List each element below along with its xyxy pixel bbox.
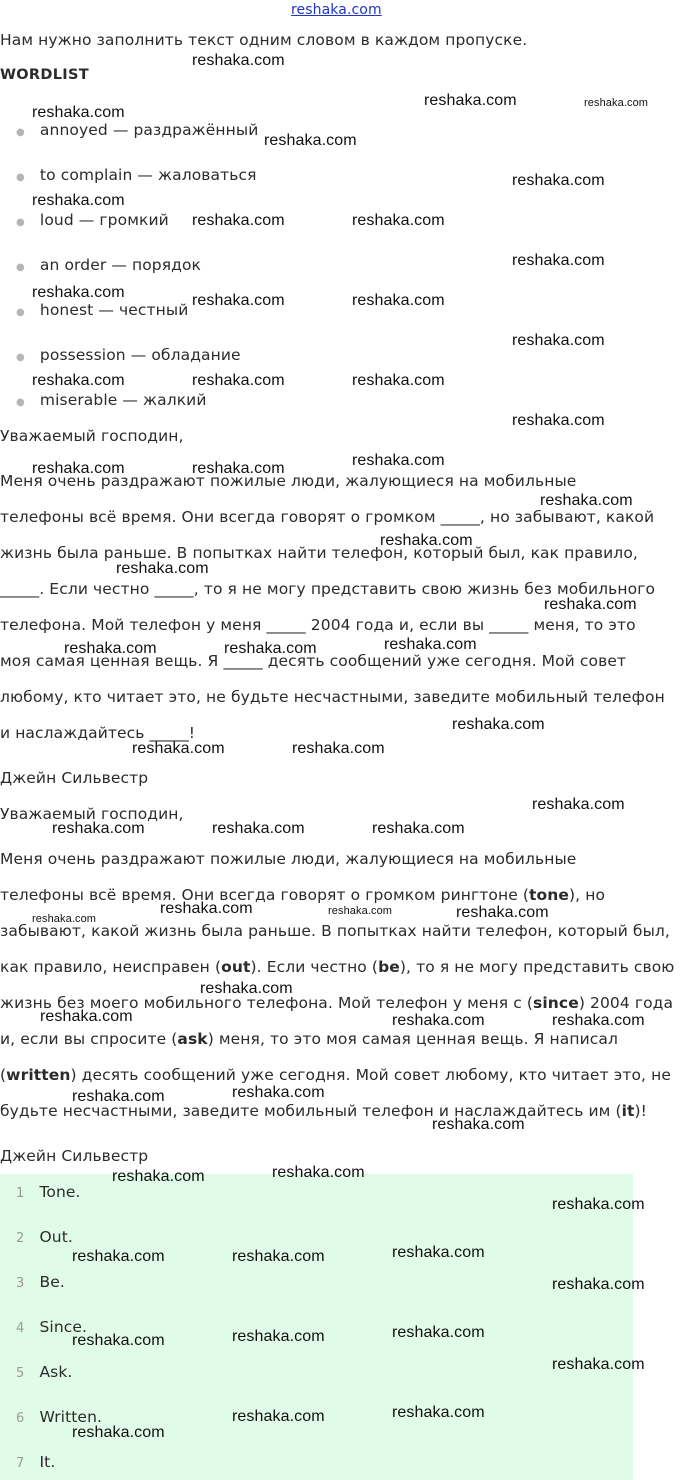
bullet-icon: ● [16, 352, 25, 363]
watermark: reshaka.com [40, 1008, 133, 1025]
watermark: reshaka.com [372, 820, 465, 837]
watermark: reshaka.com [392, 1324, 485, 1341]
answer-item [16, 1183, 81, 1201]
answer-item [16, 1228, 73, 1246]
bullet-icon: ● [16, 127, 25, 138]
watermark: reshaka.com [452, 716, 545, 733]
watermark: reshaka.com [192, 372, 285, 389]
letter-line: телефона. Мой телефон у меня _____ 2004 года и, если вы _____ меня, то это [0, 616, 636, 634]
answer-text: Ask. [39, 1363, 73, 1381]
watermark: reshaka.com [584, 97, 649, 109]
answer-number: 5 [16, 1366, 25, 1381]
answer-number: 4 [16, 1321, 25, 1336]
answer-word: written [6, 1066, 71, 1084]
watermark: reshaka.com [200, 980, 293, 997]
watermark: reshaka.com [380, 532, 473, 549]
list-item [16, 301, 188, 319]
bullet-icon: ● [16, 217, 25, 228]
letter-line: забывают, какой жизнь была раньше. В попытках найти телефон, который был, [0, 922, 670, 940]
watermark: reshaka.com [352, 372, 445, 389]
answer-word: it [621, 1102, 635, 1120]
answer-word: be [378, 958, 400, 976]
answer-number: 6 [16, 1411, 25, 1426]
letter-line: телефоны всё время. Они всегда говорят о громком _____, но забывают, какой [0, 508, 655, 526]
list-item-label: an order — порядок [39, 256, 201, 274]
watermark: reshaka.com [552, 1196, 645, 1213]
watermark: reshaka.com [232, 1084, 325, 1101]
bullet-icon: ● [16, 307, 25, 318]
letter-line: Меня очень раздражают пожилые люди, жалующиеся на мобильные [0, 850, 577, 868]
list-item [16, 166, 257, 184]
watermark: reshaka.com [32, 372, 125, 389]
list-item [16, 391, 207, 409]
watermark: reshaka.com [544, 596, 637, 613]
bullet-icon: ● [16, 397, 25, 408]
letter-line: телефоны всё время. Они всегда говорят о громком рингтоне (tone), но [0, 886, 606, 904]
answer-word: out [221, 958, 251, 976]
answer-number: 1 [16, 1186, 25, 1201]
letter-greeting: Уважаемый господин, [0, 805, 184, 823]
watermark: reshaka.com [384, 636, 477, 653]
answer-word: since [533, 994, 579, 1012]
list-item-label: honest — честный [39, 301, 189, 319]
intro-text: Нам нужно заполнить текст одним словом в каждом пропуске. [0, 31, 528, 49]
letter-line: и наслаждайтесь _____! [0, 724, 196, 742]
letter-line: моя самая ценная вещь. Я _____ десять сообщений уже сегодня. Мой совет [0, 652, 627, 670]
watermark: reshaka.com [392, 1012, 485, 1029]
watermark: reshaka.com [224, 640, 317, 657]
watermark: reshaka.com [264, 132, 357, 149]
answer-text: Since. [39, 1318, 88, 1336]
watermark: reshaka.com [432, 1116, 525, 1133]
watermark: reshaka.com [72, 1332, 165, 1349]
watermark: reshaka.com [72, 1424, 165, 1441]
letter-signature: Джейн Сильвестр [0, 769, 149, 787]
watermark: reshaka.com [456, 904, 549, 921]
watermark: reshaka.com [512, 412, 605, 429]
answer-number: 7 [16, 1456, 25, 1471]
watermark: reshaka.com [552, 1012, 645, 1029]
watermark: reshaka.com [552, 1356, 645, 1373]
watermark: reshaka.com [292, 740, 385, 757]
watermark: reshaka.com [32, 460, 125, 477]
watermark: reshaka.com [424, 92, 517, 109]
watermark: reshaka.com [352, 452, 445, 469]
watermark: reshaka.com [232, 1248, 325, 1265]
wordlist-heading: WORDLIST [0, 67, 89, 83]
answer-item [16, 1453, 55, 1471]
list-item-label: possession — обладание [39, 346, 241, 364]
watermark: reshaka.com [32, 913, 97, 925]
watermark: reshaka.com [116, 560, 209, 577]
letter-line: и, если вы спросите (ask) меня, то это моя самая ценная вещь. Я написал [0, 1030, 619, 1048]
list-item-label: loud — громкий [39, 211, 169, 229]
watermark: reshaka.com [32, 104, 125, 121]
letter-line: будьте несчастными, заведите мобильный телефон и наслаждайтесь им (it)! [0, 1102, 647, 1120]
letter-line: _____. Если честно _____, то я не могу представить свою жизнь без мобильного [0, 580, 656, 598]
answer-text: Out. [39, 1228, 73, 1246]
watermark: reshaka.com [232, 1328, 325, 1345]
letter-signature: Джейн Сильвестр [0, 1147, 149, 1165]
list-item-label: miserable — жалкий [39, 391, 207, 409]
answer-text: Written. [39, 1408, 103, 1426]
watermark: reshaka.com [132, 740, 225, 757]
answer-text: Be. [39, 1273, 65, 1291]
watermark: reshaka.com [192, 292, 285, 309]
watermark: reshaka.com [212, 820, 305, 837]
watermark: reshaka.com [72, 1088, 165, 1105]
watermark: reshaka.com [532, 796, 625, 813]
watermark: reshaka.com [328, 905, 393, 917]
list-item-label: to complain — жаловаться [39, 166, 257, 184]
watermark: reshaka.com [112, 1168, 205, 1185]
watermark: reshaka.com [540, 492, 633, 509]
watermark: reshaka.com [232, 1408, 325, 1425]
watermark: reshaka.com [192, 460, 285, 477]
watermark: reshaka.com [52, 820, 145, 837]
letter-line: (written) десять сообщений уже сегодня. Мой совет любому, кто читает это, не [0, 1066, 671, 1084]
watermark: reshaka.com [512, 252, 605, 269]
letter-line: как правило, неисправен (out). Если честно (be), то я не могу представить свою [0, 958, 675, 976]
answer-item [16, 1273, 65, 1291]
list-item [16, 121, 258, 139]
answer-item [16, 1363, 72, 1381]
answer-text: Tone. [39, 1183, 81, 1201]
watermark: reshaka.com [392, 1244, 485, 1261]
watermark: reshaka.com [352, 292, 445, 309]
watermark: reshaka.com [392, 1404, 485, 1421]
answer-number: 3 [16, 1276, 25, 1291]
watermark: reshaka.com [64, 640, 157, 657]
watermark: reshaka.com [512, 172, 605, 189]
watermark: reshaka.com [512, 332, 605, 349]
list-item [16, 256, 201, 274]
letter-line: любому, кто читает это, не будьте несчастными, заведите мобильный телефон [0, 688, 665, 706]
watermark: reshaka.com [552, 1276, 645, 1293]
watermark: reshaka.com [352, 212, 445, 229]
watermark: reshaka.com [32, 284, 125, 301]
letter-line: жизнь без моего мобильного телефона. Мой телефон у меня с (since) 2004 года [0, 994, 674, 1012]
list-item [16, 211, 169, 229]
watermark: reshaka.com [72, 1248, 165, 1265]
site-link[interactable]: reshaka.com [291, 2, 382, 18]
list-item [16, 346, 241, 364]
answer-text: It. [39, 1453, 56, 1471]
answer-number: 2 [16, 1231, 25, 1246]
letter-greeting: Уважаемый господин, [0, 427, 184, 445]
watermark: reshaka.com [192, 212, 285, 229]
watermark: reshaka.com [160, 900, 253, 917]
list-item-label: annoyed — раздражённый [39, 121, 259, 139]
letter-line: жизнь была раньше. В попытках найти телефон, который был, как правило, [0, 544, 638, 562]
watermark: reshaka.com [272, 1164, 365, 1181]
bullet-icon: ● [16, 262, 25, 273]
bullet-icon: ● [16, 172, 25, 183]
letter-line: Меня очень раздражают пожилые люди, жалующиеся на мобильные [0, 472, 577, 490]
answer-word: ask [177, 1030, 208, 1048]
watermark: reshaka.com [32, 192, 125, 209]
answer-word: tone [529, 886, 570, 904]
watermark: reshaka.com [192, 52, 285, 69]
